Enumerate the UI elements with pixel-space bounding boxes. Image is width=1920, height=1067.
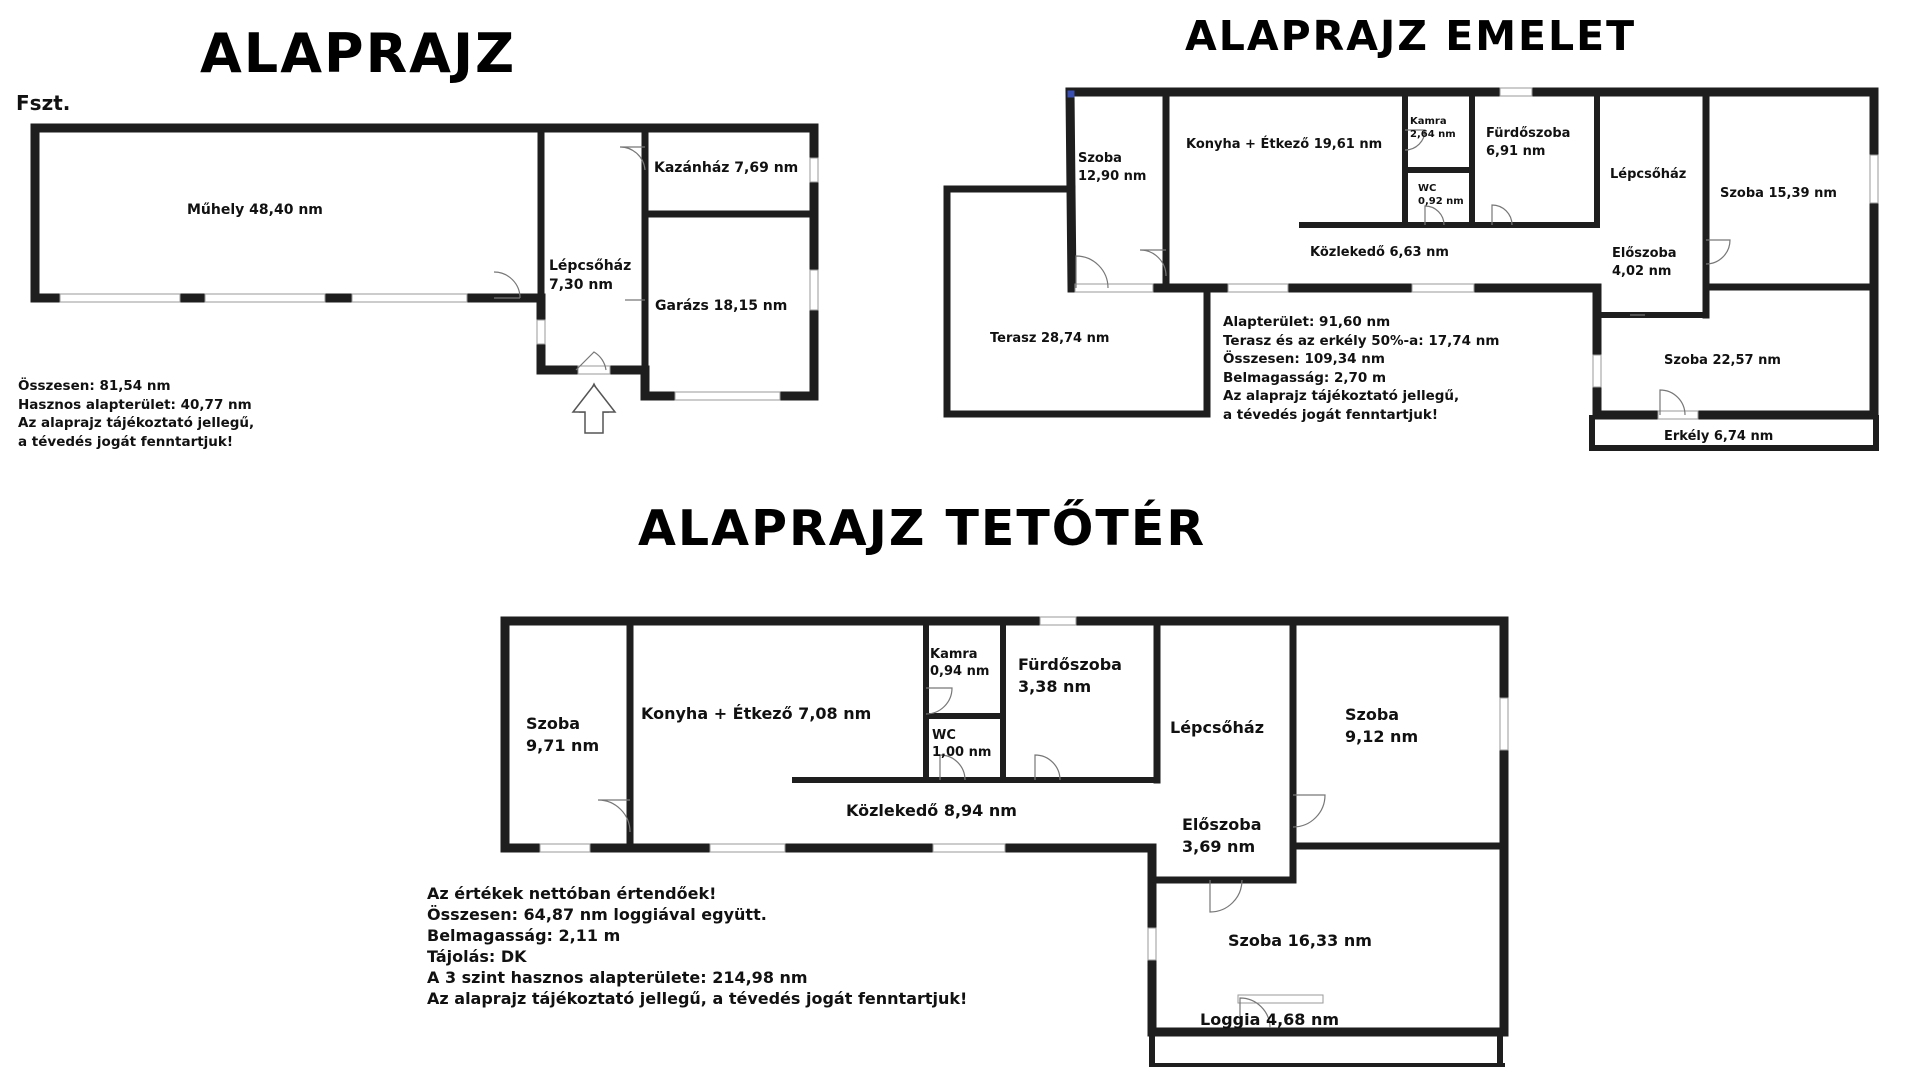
upper-floor-title: ALAPRAJZ EMELET [1185,12,1637,60]
room-label: Kazánház 7,69 nm [654,160,799,176]
room-label: 0,92 nm [1418,196,1464,207]
note-line: A 3 szint hasznos alapterülete: 214,98 nm [427,968,808,987]
note-line: Az alaprajz tájékoztató jellegű, [18,415,255,431]
room-label: Loggia 4,68 nm [1200,1010,1340,1029]
room-label: 1,00 nm [932,745,992,760]
room-label: 7,30 nm [549,277,613,293]
ground-floor-notes [18,377,254,451]
upper-floor-notes [1223,313,1499,424]
room-label: 6,91 nm [1486,144,1546,159]
ground-floor-title: ALAPRAJZ [200,22,517,85]
room-label: Előszoba [1612,246,1677,261]
room-label: Kamra [1410,116,1447,127]
room-label: Szoba 16,33 nm [1228,931,1372,950]
room-label: Fürdőszoba [1018,655,1122,674]
room-label: Szoba 15,39 nm [1720,186,1837,201]
note-line: a tévedés jogát fenntartjuk! [1223,406,1439,423]
note-line: Az alaprajz tájékoztató jellegű, [1223,388,1460,404]
room-label: 2,64 nm [1410,129,1456,140]
note-line: Belmagasság: 2,70 m [1223,369,1387,386]
room-label: 12,90 nm [1078,169,1147,184]
room-label: Szoba [1078,151,1122,166]
room-label: Előszoba [1182,815,1262,834]
room-label: 0,94 nm [930,664,990,679]
room-label: Terasz 28,74 nm [990,331,1110,346]
note-line: Összesen: 81,54 nm [18,378,171,394]
room-label: Konyha + Étkező 19,61 nm [1186,137,1383,152]
room-label: Kamra [930,647,978,662]
room-label: 3,69 nm [1182,837,1256,856]
note-line: Hasznos alapterület: 40,77 nm [18,396,252,413]
room-label: 4,02 nm [1612,264,1672,279]
room-label: Garázs 18,15 nm [655,298,788,314]
note-line: Az értékek nettóban értendőek! [427,884,717,903]
note-line: Összesen: 109,34 nm [1223,351,1385,367]
room-label: 9,71 nm [526,736,600,755]
note-line: Tájolás: DK [427,947,527,966]
room-label: Műhely 48,40 nm [187,202,323,218]
room-label: WC [932,728,956,743]
room-label: Szoba 22,57 nm [1664,353,1781,368]
note-line: Alapterület: 91,60 nm [1223,314,1391,330]
room-label: Lépcsőház [1610,167,1687,182]
room-label: Közlekedő 6,63 nm [1310,245,1449,260]
room-label: WC [1418,183,1437,194]
attic-notes [427,883,967,1009]
room-label: Szoba [1345,705,1400,724]
note-line: a tévedés jogát fenntartjuk! [18,433,234,450]
room-label: Konyha + Étkező 7,08 nm [641,704,872,723]
room-label: Lépcsőház [1170,718,1264,737]
note-line: Terasz és az erkély 50%-a: 17,74 nm [1223,332,1500,349]
note-line: Összesen: 64,87 nm loggiával együtt. [427,905,767,924]
note-line: Belmagasság: 2,11 m [427,926,621,945]
room-label: Közlekedő 8,94 nm [846,801,1017,820]
room-label: 3,38 nm [1018,677,1092,696]
room-label: Lépcsőház [549,258,632,274]
room-label: Szoba [526,714,581,733]
room-label: Erkély 6,74 nm [1664,429,1774,444]
note-line: Az alaprajz tájékoztató jellegű, a tévedés jogát fenntartjuk! [427,989,968,1008]
room-label: 9,12 nm [1345,727,1419,746]
ground-floor-label: Fszt. [16,91,71,115]
room-label: Fürdőszoba [1486,126,1571,141]
attic-title: ALAPRAJZ TETŐTÉR [638,500,1207,557]
